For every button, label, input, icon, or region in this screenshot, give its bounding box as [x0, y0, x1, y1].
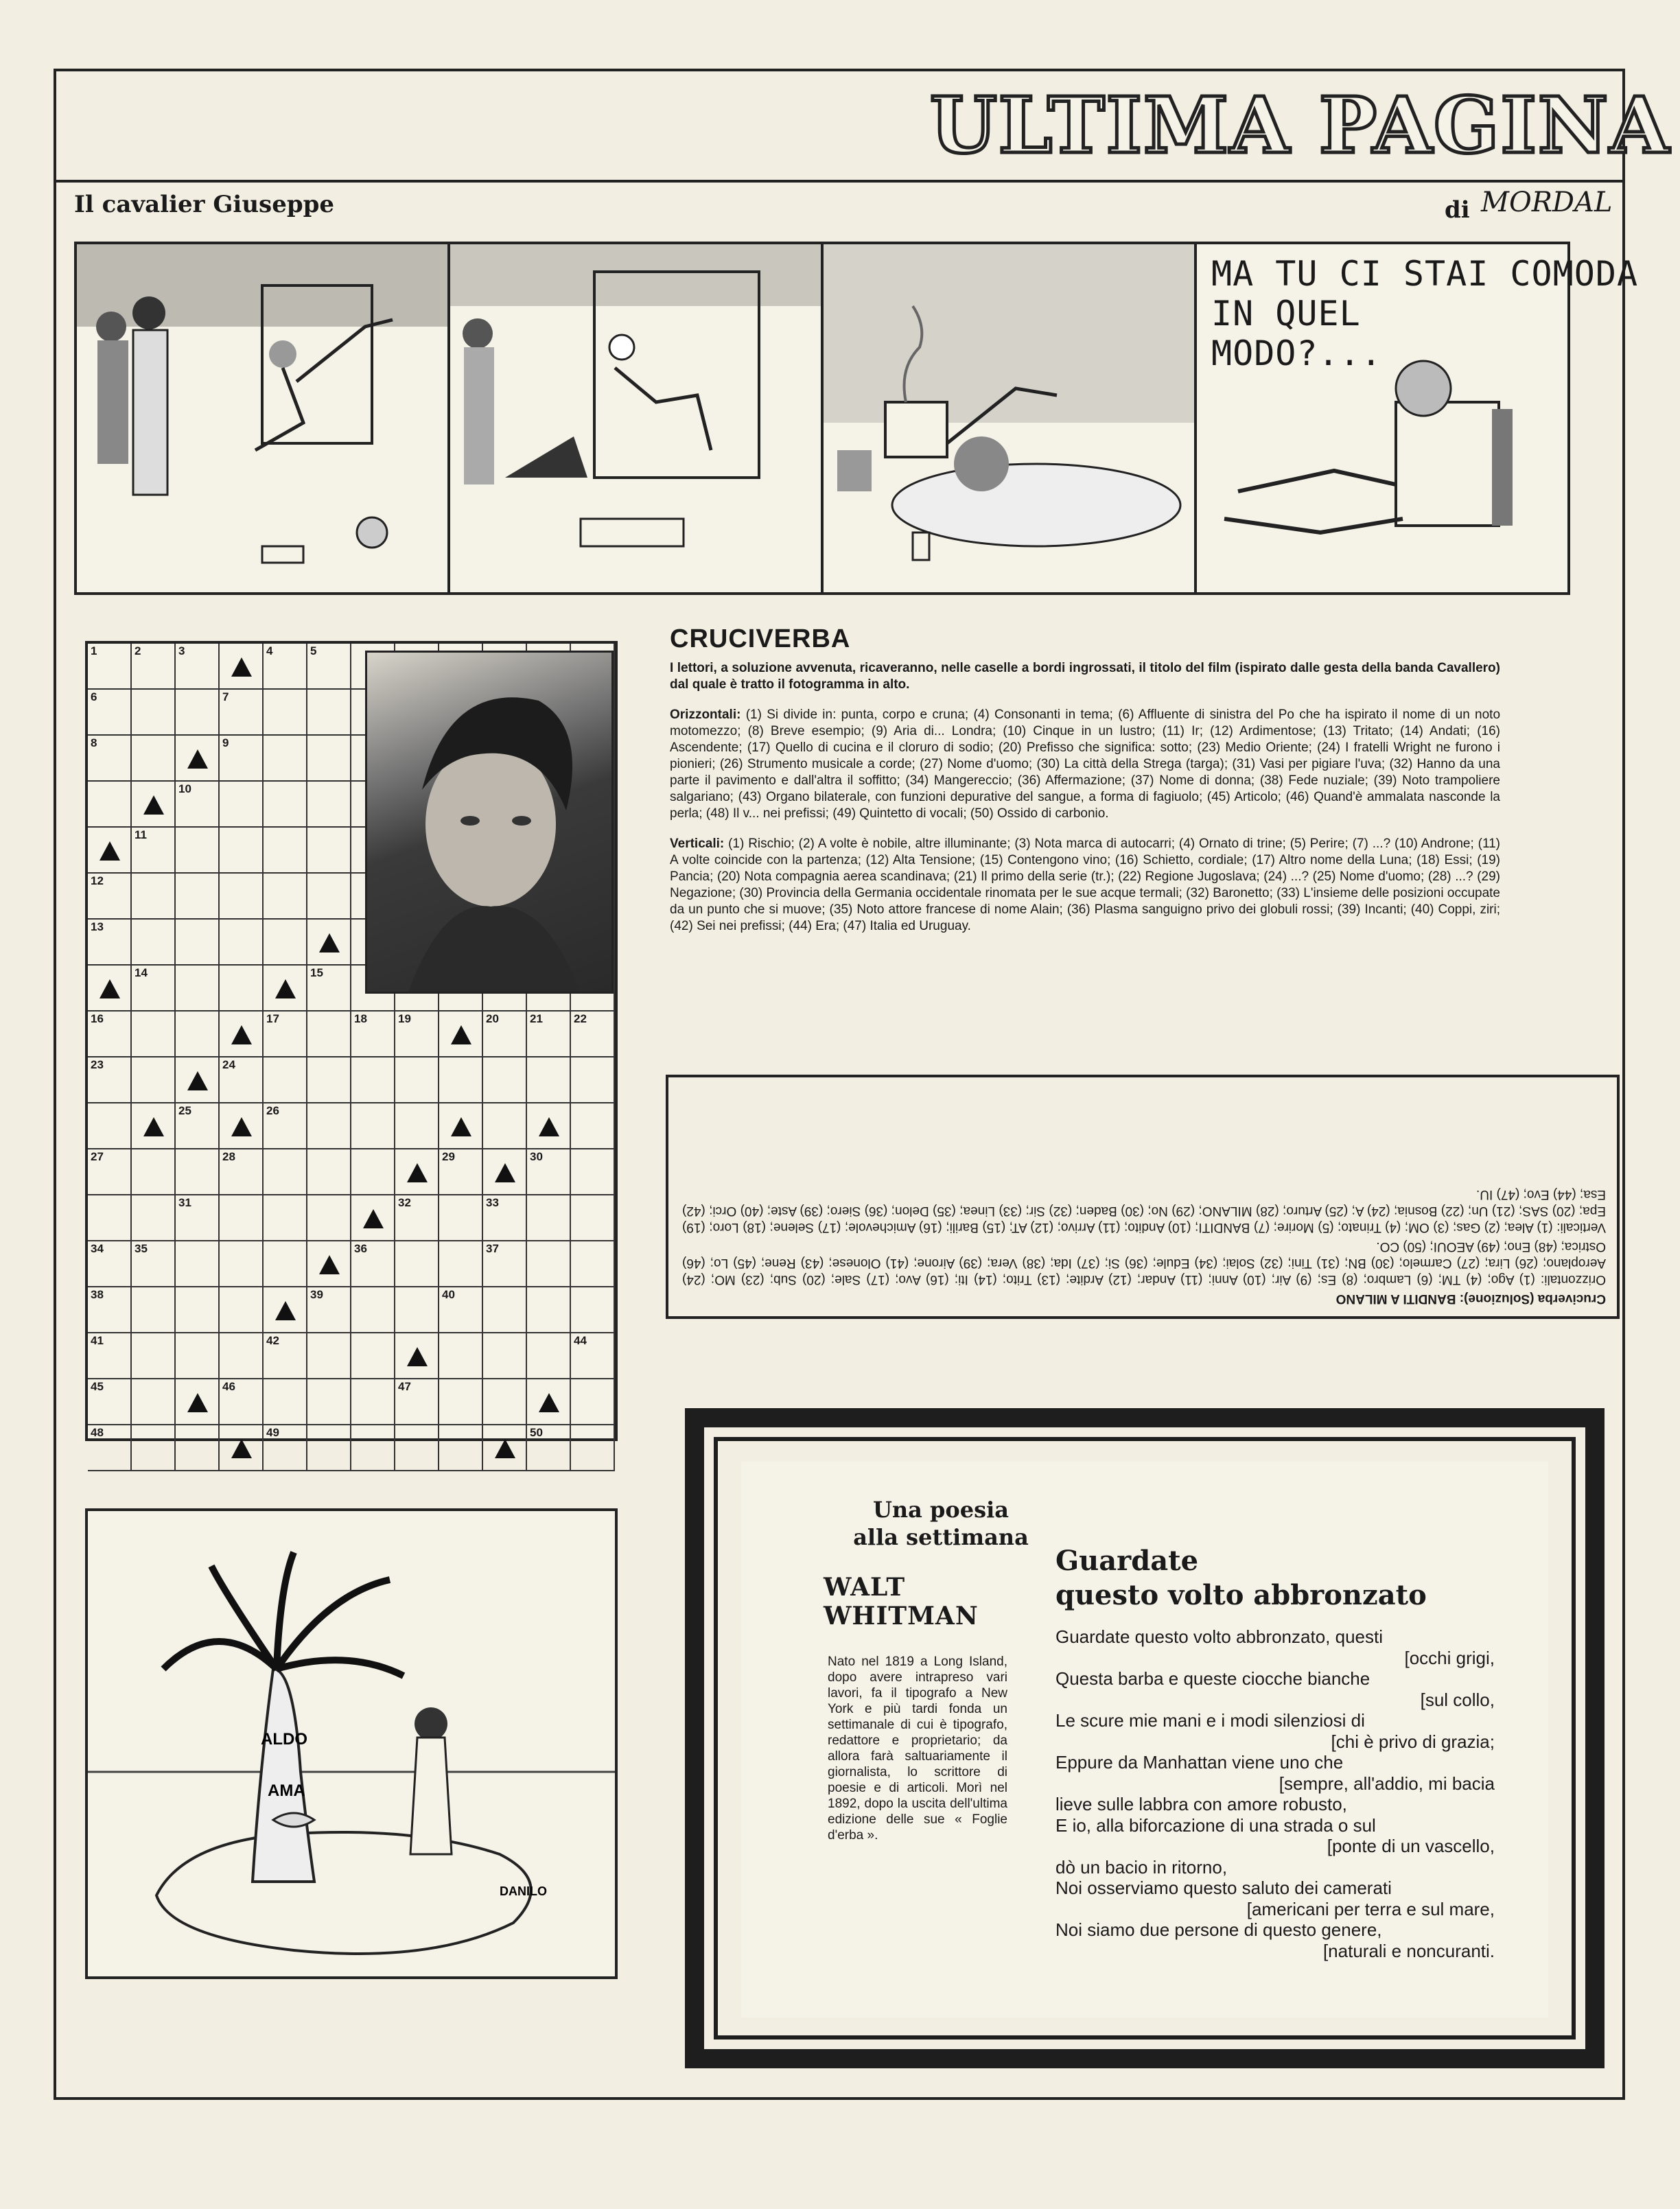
- crossword-cell: [176, 966, 220, 1012]
- crossword-cell: [132, 874, 176, 920]
- comic-signature: MORDAL: [1481, 187, 1613, 218]
- crossword-cell: [307, 1195, 351, 1241]
- crossword-cell: [307, 1149, 351, 1195]
- crossword-cell: [307, 1379, 351, 1425]
- poem-title-line-2: questo volto abbronzato: [1055, 1579, 1427, 1611]
- crossword-clue-number: 6: [91, 690, 97, 703]
- crossword-clue-number: 26: [266, 1104, 279, 1117]
- tree-text-1: ALDO: [261, 1730, 307, 1749]
- crossword-cell: [483, 1103, 527, 1149]
- crossword-cell: [88, 1103, 132, 1149]
- crossword-cell: [527, 1287, 571, 1333]
- crossword-clue-number: 39: [310, 1288, 323, 1301]
- speech-line-2: IN QUEL: [1211, 294, 1361, 334]
- crossword-cell: [264, 1241, 307, 1287]
- crossword-black-triangle: [495, 1163, 515, 1182]
- poem-line: [sul collo,: [1420, 1689, 1495, 1710]
- crossword-clue-number: 21: [530, 1012, 543, 1025]
- crossword-cell: [439, 1333, 483, 1379]
- crossword-black-triangle: [100, 979, 120, 998]
- crossword-cell: [571, 1057, 615, 1103]
- poem-kicker-line-2: alla settimana: [853, 1524, 1029, 1550]
- solution-text: [682, 1090, 1606, 1307]
- poem-line: [occhi grigi,: [1404, 1647, 1495, 1668]
- crossword-title: CRUCIVERBA: [670, 624, 851, 653]
- crossword-black-triangle: [319, 933, 340, 952]
- crossword-clue-number: 42: [266, 1334, 279, 1347]
- crossword-black-triangle: [187, 1393, 208, 1412]
- crossword-cell: [132, 1012, 176, 1057]
- speech-bubble: [1211, 254, 1638, 373]
- crossword-clue-number: 29: [442, 1150, 455, 1163]
- crossword-black-triangle: [143, 795, 164, 815]
- crossword-clue-number: 13: [91, 920, 104, 933]
- poem-author-line-1: WALT: [824, 1573, 906, 1602]
- speech-line-1: MA TU CI STAI COMODA: [1211, 254, 1639, 294]
- crossword-cell: [132, 1195, 176, 1241]
- crossword-black-triangle: [451, 1117, 471, 1136]
- crossword-cell: [307, 828, 351, 874]
- crossword-cell: [395, 1241, 439, 1287]
- portrait-art: [367, 653, 611, 992]
- crossword-clue-number: 23: [91, 1058, 104, 1071]
- crossword-cell: [351, 1287, 395, 1333]
- comic-author-prefix: di: [1445, 196, 1470, 224]
- crossword-clue-number: 9: [222, 736, 229, 749]
- crossword-cell: [307, 1057, 351, 1103]
- crossword-cell: [395, 1103, 439, 1149]
- crossword-cell: [395, 1425, 439, 1471]
- crossword-cell: [264, 782, 307, 828]
- crossword-black-triangle: [319, 1255, 340, 1274]
- crossword-cell: [264, 1149, 307, 1195]
- crossword-black-triangle: [231, 657, 252, 677]
- crossword-cell: [307, 736, 351, 782]
- crossword-cell: [395, 1057, 439, 1103]
- crossword-clue-number: 17: [266, 1012, 279, 1025]
- crossword-clue-number: 44: [574, 1334, 587, 1347]
- poem-line: Guardate questo volto abbronzato, questi: [1055, 1626, 1383, 1647]
- crossword-cell: [307, 782, 351, 828]
- crossword-cell: [351, 1103, 395, 1149]
- crossword-clue-number: 40: [442, 1288, 455, 1301]
- comic-panel-1-art: [77, 244, 447, 592]
- crossword-cell: [571, 1287, 615, 1333]
- comic-panel-3-art: [824, 244, 1194, 592]
- crossword-cell: [483, 1057, 527, 1103]
- crossword-cell: [220, 920, 264, 966]
- crossword-clue-number: 50: [530, 1426, 543, 1439]
- crossword-cell: [264, 1379, 307, 1425]
- crossword-cell: [439, 1241, 483, 1287]
- poem-line: [naturali e noncuranti.: [1322, 1940, 1495, 1961]
- crossword-clue-number: 15: [310, 966, 323, 979]
- crossword-black-triangle: [187, 1071, 208, 1090]
- crossword-cell: [220, 828, 264, 874]
- poem-title-line-1: Guardate: [1055, 1545, 1199, 1577]
- solution-across: Orizzontali: (1) Ago; (4) TM; (6) Lambro; (8) Es; (9) Air; (10) Anni; (11) Andar; (12) Ardite; (13) Trito; (14) Iti; (16) Avo; (17) Sale; (20) Sub; (23) MO; (24) Aeroplano; (26) Lira; (27) Carmelo; (30) BN; (31) Tini; (32) Solai; (34) Edule; (36) Si; (37) Ida; (38) Vera; (39) Airone; (41) Olonese; (43) Rene; (45) Lo; (46) Ostrica; (48) Eno; (49) AEOUI; (50) CO.: [682, 1239, 1606, 1287]
- crossword-clue-number: 11: [135, 828, 147, 841]
- down-label: Verticali:: [670, 837, 725, 851]
- solution-box: [666, 1075, 1620, 1319]
- crossword-cell: [351, 1057, 395, 1103]
- crossword-cell: [571, 1149, 615, 1195]
- poem-line: [chi è privo di grazia;: [1331, 1731, 1495, 1752]
- crossword-cell: [307, 1425, 351, 1471]
- poem-line: Noi siamo due persone di questo genere,: [1055, 1919, 1382, 1940]
- crossword-cell: [307, 690, 351, 736]
- crossword-cell: [264, 920, 307, 966]
- crossword-cell: [307, 1103, 351, 1149]
- crossword-black-triangle: [187, 749, 208, 769]
- masthead-title: ULTIMA PAGINA: [930, 81, 1671, 171]
- crossword-cell: [264, 736, 307, 782]
- crossword-clue-number: 19: [398, 1012, 411, 1025]
- crossword-cell: [132, 920, 176, 966]
- crossword-black-triangle: [231, 1117, 252, 1136]
- crossword-clue-number: 5: [310, 644, 317, 657]
- across-clues: (1) Si divide in: punta, corpo e cruna; (4) Consonanti in tema; (6) Affluente di sinistra del Po che ha ispirato il nome di un noto motomezzo; (8) Breve esempio; (9) Aria di... Londra; (10) Cinque in un lustro; (11) Ir; (12) Ardimentose; (13) Tritato; (14) Andati; (16) Ascendente; (17) Quello di cucina e il cloruro di sodio; (20) Prefisso che significa: sotto; (23) Medio Oriente; (24) I fratelli Wright ne furono i pionieri; (26) Strumento musicale a corde; (27) Nome d'uomo; (30) La città della Strega (targa); (31) Vasi per pigiare l'uva; (32) Hanno da una parte il pavimento e dall'altra il soffitto; (34) Mangereccio; (36) Affermazione; (37) Nome di donna; (38) Fede nuziale; (39) Noto trampoliere salgariano; (43) Organo bilaterale, con funzioni depurative del sangue, a forma di fagiuolo; (45) Articolo; (46) Quand'è ammalata nasconde la perla; (48) Il v... nei prefissi; (49) Quintetto di vocali; (50) Ossido di carbonio.: [670, 708, 1501, 821]
- solution-down: Verticali: (1) Alea; (2) Gas; (3) OM; (4) Trinato; (5) Morire; (7) BANDITI; (10) Andito; (11) Arrivo; (12) AT; (15) Barili; (16) Amichevole; (17) Selene; (18) Loro; (19) Epa; (20) SAS; (21) Un; (22) Bosnia; (24) A; (25) Arturo; (28) MILANO; (29) No; (30) Baden; (32) Sir; (33) Linea; (35) Delon; (36) Siero; (39) Aste; (40) Orci; (42) Esa; (44) Evo; (47) IU.: [682, 1187, 1606, 1235]
- crossword-clue-number: 20: [486, 1012, 499, 1025]
- crossword-clue-number: 35: [135, 1242, 148, 1255]
- crossword-clue-number: 48: [91, 1426, 104, 1439]
- cartoon-signature: DANILO: [500, 1884, 547, 1898]
- crossword-cell: [264, 690, 307, 736]
- crossword-cell: [351, 1149, 395, 1195]
- poem-line: Questa barba e queste ciocche bianche: [1055, 1668, 1370, 1689]
- poem-line: Le scure mie mani e i modi silenziosi di: [1055, 1710, 1365, 1731]
- crossword-cell: [395, 1287, 439, 1333]
- crossword-cell: [307, 874, 351, 920]
- crossword-cell: [176, 828, 220, 874]
- crossword-clue-number: 49: [266, 1426, 279, 1439]
- crossword-cell: [571, 1241, 615, 1287]
- island-cartoon: [85, 1508, 618, 1979]
- crossword-clue-number: 24: [222, 1058, 235, 1071]
- crossword-cell: [88, 782, 132, 828]
- crossword-cell: [351, 1379, 395, 1425]
- crossword-cell: [571, 1103, 615, 1149]
- crossword-black-triangle: [231, 1025, 252, 1044]
- crossword-black-triangle: [539, 1393, 559, 1412]
- crossword-clue-number: 2: [135, 644, 141, 657]
- crossword-cell: [176, 1012, 220, 1057]
- poem-line: lieve sulle labbra con amore robusto,: [1055, 1794, 1347, 1814]
- crossword-clue-number: 18: [354, 1012, 367, 1025]
- crossword-clue-number: 22: [574, 1012, 587, 1025]
- crossword-black-triangle: [495, 1439, 515, 1458]
- crossword-cell: [307, 1333, 351, 1379]
- crossword-clue-number: 45: [91, 1380, 104, 1393]
- crossword-cell: [439, 1425, 483, 1471]
- crossword-cell: [571, 1195, 615, 1241]
- crossword-clue-number: 47: [398, 1380, 411, 1393]
- crossword-black-triangle: [363, 1209, 384, 1228]
- across-label: Orizzontali:: [670, 708, 741, 722]
- crossword-cell: [220, 782, 264, 828]
- crossword-cell: [132, 736, 176, 782]
- comic-title: Il cavalier Giuseppe: [74, 191, 335, 218]
- solution-title: Cruciverba (Soluzione): BANDITI A MILANO: [1335, 1291, 1606, 1306]
- crossword-cell: [132, 1379, 176, 1425]
- crossword-clue-number: 33: [486, 1196, 499, 1209]
- crossword-clue-number: 8: [91, 736, 97, 749]
- crossword-cell: [571, 1425, 615, 1471]
- crossword-clue-number: 10: [178, 782, 191, 795]
- crossword-clue-number: 38: [91, 1288, 104, 1301]
- crossword-cell: [176, 920, 220, 966]
- crossword-clue-number: 3: [178, 644, 185, 657]
- crossword-cell: [527, 1057, 571, 1103]
- crossword-cell: [132, 1425, 176, 1471]
- crossword-cell: [176, 1287, 220, 1333]
- crossword-cell: [527, 1333, 571, 1379]
- poem-kicker: [828, 1496, 1054, 1551]
- crossword-cell: [220, 1241, 264, 1287]
- crossword-black-triangle: [143, 1117, 164, 1136]
- poem-title: [1055, 1544, 1427, 1613]
- poem-line: Eppure da Manhattan viene uno che: [1055, 1752, 1344, 1773]
- crossword-clue-number: 28: [222, 1150, 235, 1163]
- crossword-cell: [176, 690, 220, 736]
- down-clues: (1) Rischio; (2) A volte è nobile, altre illuminante; (3) Nota marca di autocarri; (4) Ornato di trine; (5) Perire; (7) ...? (10) Androne; (11) A volte coincide con la partenza; (12) Alta Tensione; (15) Contengono vino; (16) Schietto, cordiale; (17) Altro nome della Luna; (18) Essi; (19) Pancia; (20) Nota compagnia aerea scandinava; (21) Il primo della serie (tr.); (22) Regione Jugoslava; (24) ...? (25) Nome d'uomo; (28) ...? (29) Negazione; (30) Provincia della Germania occidentale rinomata per le sue acque termali; (32) Baronetto; (33) L'insieme delle posizioni occupate da un punto che si muove; (35) Noto attore francese di nome Alain; (36) Plasma sanguigno privo dei globuli rossi; (39) Incanti; (40) Coppi, ziri; (42) Sei nei prefissi; (44) Era; (47) Italia ed Uruguay.: [670, 837, 1501, 933]
- crossword-cell: [176, 874, 220, 920]
- crossword-cell: [176, 1241, 220, 1287]
- crossword-clue-number: 30: [530, 1150, 543, 1163]
- poem-line: [ponte di un vascello,: [1327, 1836, 1495, 1856]
- masthead-divider: [54, 180, 1625, 183]
- crossword-clue-number: 7: [222, 690, 229, 703]
- comic-panel-2: [447, 242, 824, 595]
- crossword-cell: [483, 1333, 527, 1379]
- crossword-clue-number: 32: [398, 1196, 411, 1209]
- crossword-cell: [132, 1057, 176, 1103]
- crossword-black-triangle: [407, 1347, 428, 1366]
- crossword-cell: [264, 828, 307, 874]
- poem-body: [1055, 1626, 1495, 1961]
- crossword-black-triangle: [231, 1439, 252, 1458]
- crossword-cell: [307, 1012, 351, 1057]
- crossword-cell: [220, 966, 264, 1012]
- crossword-cell: [132, 1149, 176, 1195]
- crossword-clue-number: 4: [266, 644, 273, 657]
- crossword-cell: [264, 1057, 307, 1103]
- poem-line: dò un bacio in ritorno,: [1055, 1856, 1228, 1878]
- crossword-cell: [176, 1149, 220, 1195]
- crossword-clue-number: 36: [354, 1242, 367, 1255]
- poem-line: E io, alla biforcazione di una strada o sul: [1055, 1814, 1376, 1836]
- crossword-intro: I lettori, a soluzione avvenuta, ricaveranno, nelle caselle a bordi ingrossati, il titolo del film (ispirato dalle gesta della banda Cavallero) dal quale è tratto il fotogramma in alto.: [670, 661, 1500, 692]
- island-cartoon-art: [88, 1511, 615, 1976]
- poem-line: [sempre, all'addio, mi bacia: [1279, 1773, 1495, 1794]
- speech-line-3: MODO?...: [1211, 334, 1382, 373]
- tree-text-2: AMA: [268, 1781, 305, 1800]
- crossword-cell: [220, 1333, 264, 1379]
- crossword-clue-number: 27: [91, 1150, 104, 1163]
- crossword-cell: [88, 1195, 132, 1241]
- crossword-cell: [571, 1379, 615, 1425]
- poem-line: Noi osserviamo questo saluto dei camerati: [1055, 1878, 1392, 1898]
- crossword-clue-number: 46: [222, 1380, 235, 1393]
- crossword-clue-number: 14: [135, 966, 148, 979]
- poem-author-line-2: WHITMAN: [824, 1602, 979, 1631]
- crossword-black-triangle: [275, 979, 296, 998]
- crossword-cell: [351, 1333, 395, 1379]
- poem-kicker-line-1: Una poesia: [872, 1497, 1010, 1523]
- crossword-black-triangle: [539, 1117, 559, 1136]
- crossword-cell: [483, 1287, 527, 1333]
- crossword-clue-number: 25: [178, 1104, 191, 1117]
- crossword-cell: [527, 1195, 571, 1241]
- crossword-cell: [439, 1379, 483, 1425]
- crossword-cell: [264, 1195, 307, 1241]
- crossword-clue-number: 1: [91, 644, 97, 657]
- crossword-black-triangle: [407, 1163, 428, 1182]
- comic-panel-1: [74, 242, 450, 595]
- crossword-cell: [220, 1195, 264, 1241]
- comic-panel-2-art: [450, 244, 821, 592]
- crossword-cell: [132, 1333, 176, 1379]
- crossword-clue-number: 16: [91, 1012, 104, 1025]
- crossword-cell: [351, 1425, 395, 1471]
- crossword-cell: [176, 1425, 220, 1471]
- crossword-cell: [264, 874, 307, 920]
- crossword-black-triangle: [100, 841, 120, 861]
- crossword-cell: [220, 1287, 264, 1333]
- crossword-cell: [220, 874, 264, 920]
- film-still-photo: [365, 651, 614, 994]
- crossword-cell: [176, 1333, 220, 1379]
- crossword-cell: [527, 1241, 571, 1287]
- poem-author: [824, 1573, 979, 1631]
- crossword-black-triangle: [451, 1025, 471, 1044]
- crossword-clue-number: 37: [486, 1242, 499, 1255]
- crossword-cell: [483, 1379, 527, 1425]
- poem-line: [americani per terra e sul mare,: [1246, 1898, 1495, 1919]
- crossword-cell: [132, 1287, 176, 1333]
- crossword-clue-number: 31: [178, 1196, 191, 1209]
- crossword-cell: [439, 1195, 483, 1241]
- poem-bio: Nato nel 1819 a Long Island, dopo avere intrapreso vari lavori, fa il tipografo a New York e più tardi fonda un settimanale di cui è tipografo, redattore e proprietario; da allora farà saltuariamente il giornalista, lo scrittore di poesie e di articoli. Morì nel 1892, dopo la uscita dell'ultima edizione delle sue « Foglie d'erba ».: [828, 1655, 1007, 1843]
- crossword-clue-number: 12: [91, 874, 104, 887]
- crossword-black-triangle: [275, 1301, 296, 1320]
- crossword-clues: [670, 660, 1500, 948]
- crossword-cell: [439, 1057, 483, 1103]
- crossword-clue-number: 41: [91, 1334, 104, 1347]
- comic-panel-3: [821, 242, 1197, 595]
- crossword-clue-number: 34: [91, 1242, 104, 1255]
- crossword-cell: [132, 690, 176, 736]
